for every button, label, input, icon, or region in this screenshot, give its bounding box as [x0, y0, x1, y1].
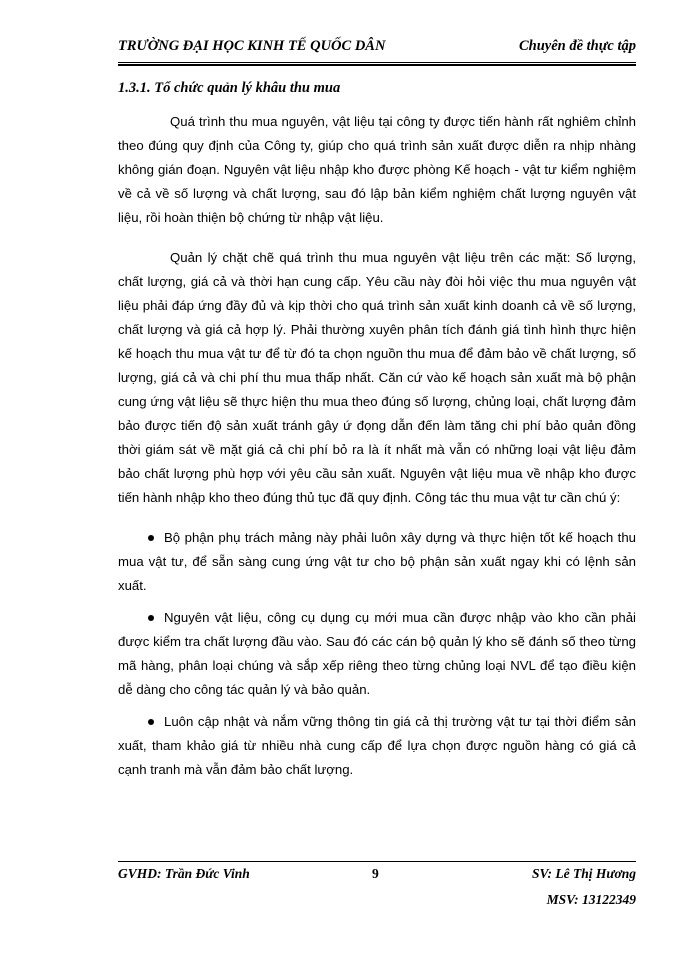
bullet-item-1	[118, 526, 636, 598]
footer-student-id: MSV: 13122349	[546, 892, 636, 907]
body-text	[118, 110, 636, 790]
bullet-item-2	[118, 606, 636, 702]
bullet-text-1: Bộ phận phụ trách mảng này phải luôn xây dựng và thực hiện tốt kế hoạch thu mua vật tư, để sẵn sàng cung ứng vật tư cho bộ phận sản xuất ngay khi có lệnh sản xuất.	[118, 530, 636, 593]
footer-student: SV: Lê Thị Hương	[532, 866, 636, 881]
bullet-icon	[148, 719, 154, 725]
paragraph-1: Quá trình thu mua nguyên, vật liệu tại công ty được tiến hành rất nghiêm chỉnh theo đúng quy định của Công ty, giúp cho quá trình sản xuất được diễn ra nhịp nhàng không gián đoạn. Nguyên vật liệu nhập kho được phòng Kế hoạch - vật tư kiểm nghiệm về cả về số lượng và chất lượng, sau đó lập bản kiểm nghiệm chất lượng nguyên vật liệu, rồi hoàn thiện bộ chứng từ nhập vật liệu.	[118, 114, 636, 225]
page-number: 9	[372, 866, 379, 881]
header-document-type: Chuyên đề thực tập	[518, 38, 636, 54]
section-title: 1.3.1. Tổ chức quản lý khâu thu mua	[118, 80, 341, 96]
bullet-icon	[148, 535, 154, 541]
bullet-item-3	[118, 710, 636, 782]
header-university: TRƯỜNG ĐẠI HỌC KINH TẾ QUỐC DÂN	[118, 38, 386, 54]
bullet-icon	[148, 615, 154, 621]
footer-advisor: GVHD: Trần Đức Vinh	[118, 866, 250, 881]
bullet-text-3: Luôn cập nhật và nắm vững thông tin giá cả thị trường vật tư tại thời điểm sản xuất, tham khảo giá từ nhiều nhà cung cấp để lựa chọn được nguồn hàng có giá cả cạnh tranh mà vẫn đảm bảo chất lượng.	[118, 714, 636, 777]
page-header	[118, 36, 636, 60]
bullet-text-2: Nguyên vật liệu, công cụ dụng cụ mới mua cần được nhập vào kho cần phải được kiểm tra chất lượng đầu vào. Sau đó các cán bộ quản lý kho sẽ đánh số theo từng mã hàng, phân loại chúng và sắp xếp riêng theo từng chủng loại NVL để tạo điều kiện dễ dàng cho công tác quản lý và bảo quản.	[118, 610, 636, 697]
header-divider	[118, 62, 636, 66]
footer-divider	[118, 861, 636, 862]
paragraph-2: Quản lý chặt chẽ quá trình thu mua nguyên vật liệu trên các mặt: Số lượng, chất lượng, giá cả và thời hạn cung cấp. Yêu cầu này đòi hỏi việc thu mua nguyên vật liệu phải đáp ứng đầy đủ và kịp thời cho quá trình sản xuất kinh doanh cả về số lượng, chất lượng và giá cả hợp lý. Phải thường xuyên phân tích đánh giá tình hình thực hiện kế hoạch thu mua vật tư để từ đó ta chọn nguồn thu mua để đảm bảo về chất lượng, số lượng, giá cả và chi phí thu mua thấp nhất. Căn cứ vào kế hoạch sản xuất mà bộ phận cung ứng vật liệu sẽ thực hiện thu mua theo đúng số lượng, chủng loại, chất lượng đảm bảo được tiến độ sản xuất tránh gây ứ đọng dẫn đến làm tăng chi phí bảo quản đồng thời giám sát về mặt giá cả chi phí bỏ ra là ít nhất mà vẫn có những loại vật liệu đảm bảo chất lượng phù hợp với yêu cầu sản xuất. Nguyên vật liệu mua về nhập kho được tiến hành nhập kho theo đúng thủ tục đã quy định. Công tác thu mua vật tư cần chú ý:	[118, 250, 636, 505]
page-footer	[118, 866, 636, 916]
